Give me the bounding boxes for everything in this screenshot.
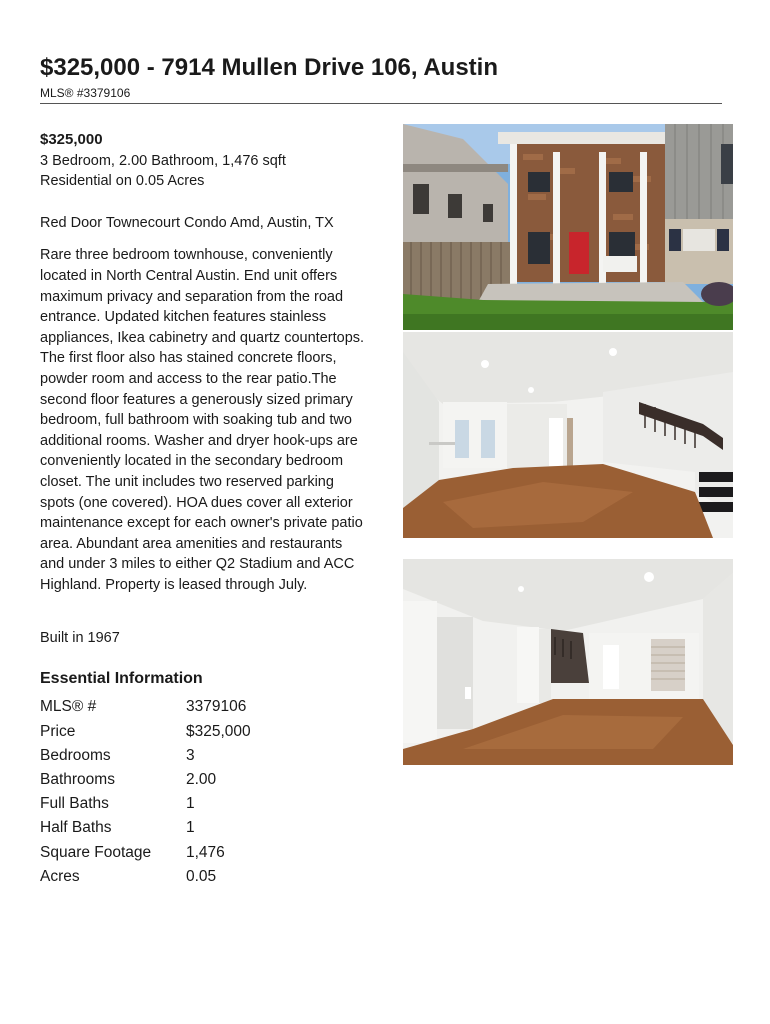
essential-row — [40, 792, 251, 816]
page-title: $325,000 - 7914 Mullen Drive 106, Austin — [40, 54, 499, 81]
listing-header — [40, 52, 722, 101]
living-room-image — [403, 332, 733, 538]
header-divider — [40, 103, 722, 104]
essential-row — [40, 768, 251, 792]
essential-label: MLS® # — [40, 698, 97, 716]
listing-type: Residential on 0.05 Acres — [40, 173, 205, 190]
essential-row — [40, 817, 251, 841]
essential-value: 1 — [186, 819, 195, 837]
listing-specs: 3 Bedroom, 2.00 Bathroom, 1,476 sqft — [40, 152, 286, 169]
interior-hall-image — [403, 559, 733, 765]
photo-exterior[interactable] — [403, 124, 733, 330]
essential-label: Acres — [40, 867, 80, 885]
exterior-image — [403, 124, 733, 330]
essential-row — [40, 865, 251, 889]
essential-info-table — [40, 696, 251, 890]
essential-label: Square Footage — [40, 843, 152, 861]
essential-value: 3 — [186, 746, 195, 764]
essential-label: Full Baths — [40, 795, 109, 813]
year-built: Built in 1967 — [40, 630, 120, 647]
listing-subdivision: Red Door Townecourt Condo Amd, Austin, TX — [40, 214, 334, 231]
essential-value: 0.05 — [186, 867, 217, 885]
photo-living-room[interactable] — [403, 332, 733, 538]
essential-value: $325,000 — [186, 722, 251, 740]
essential-value: 1 — [186, 795, 195, 813]
essential-value: 3379106 — [186, 698, 247, 716]
essential-label: Price — [40, 722, 76, 740]
essential-label: Bedrooms — [40, 746, 111, 764]
essential-row — [40, 841, 251, 865]
photo-interior-hall[interactable] — [403, 559, 733, 765]
listing-details — [40, 128, 370, 889]
essential-row — [40, 720, 251, 744]
essential-value: 2.00 — [186, 771, 217, 789]
essential-label: Bathrooms — [40, 771, 115, 789]
essential-info-heading: Essential Information — [40, 670, 203, 688]
essential-label: Half Baths — [40, 819, 112, 837]
listing-description: Rare three bedroom townhouse, conveniently located in North Central Austin. End unit offers maximum privacy and separation from the road entrance. Updated kitchen features stainless appliances, Ikea cabinetry and quartz countertops. The first floor also has stained concrete floors, powder room and access to the rear patio.The second floor features a generously sized primary bedroom, full bathroom with soaking tub and two additional rooms. Washer and dryer hook-ups are conveniently located in the secondary bedroom closet. The unit includes two reserved parking spots (one covered). HOA dues cover all exterior maintenance except for each owner's private patio area. Abundant area amenities and restaurants and under 3 miles to either Q2 Stadium and ACC Highland. Property is leased through July. — [40, 247, 365, 593]
essential-value: 1,476 — [186, 843, 225, 861]
listing-price: $325,000 — [40, 131, 103, 148]
essential-row — [40, 744, 251, 768]
mls-number: MLS® #3379106 — [40, 86, 131, 100]
essential-row — [40, 696, 251, 720]
